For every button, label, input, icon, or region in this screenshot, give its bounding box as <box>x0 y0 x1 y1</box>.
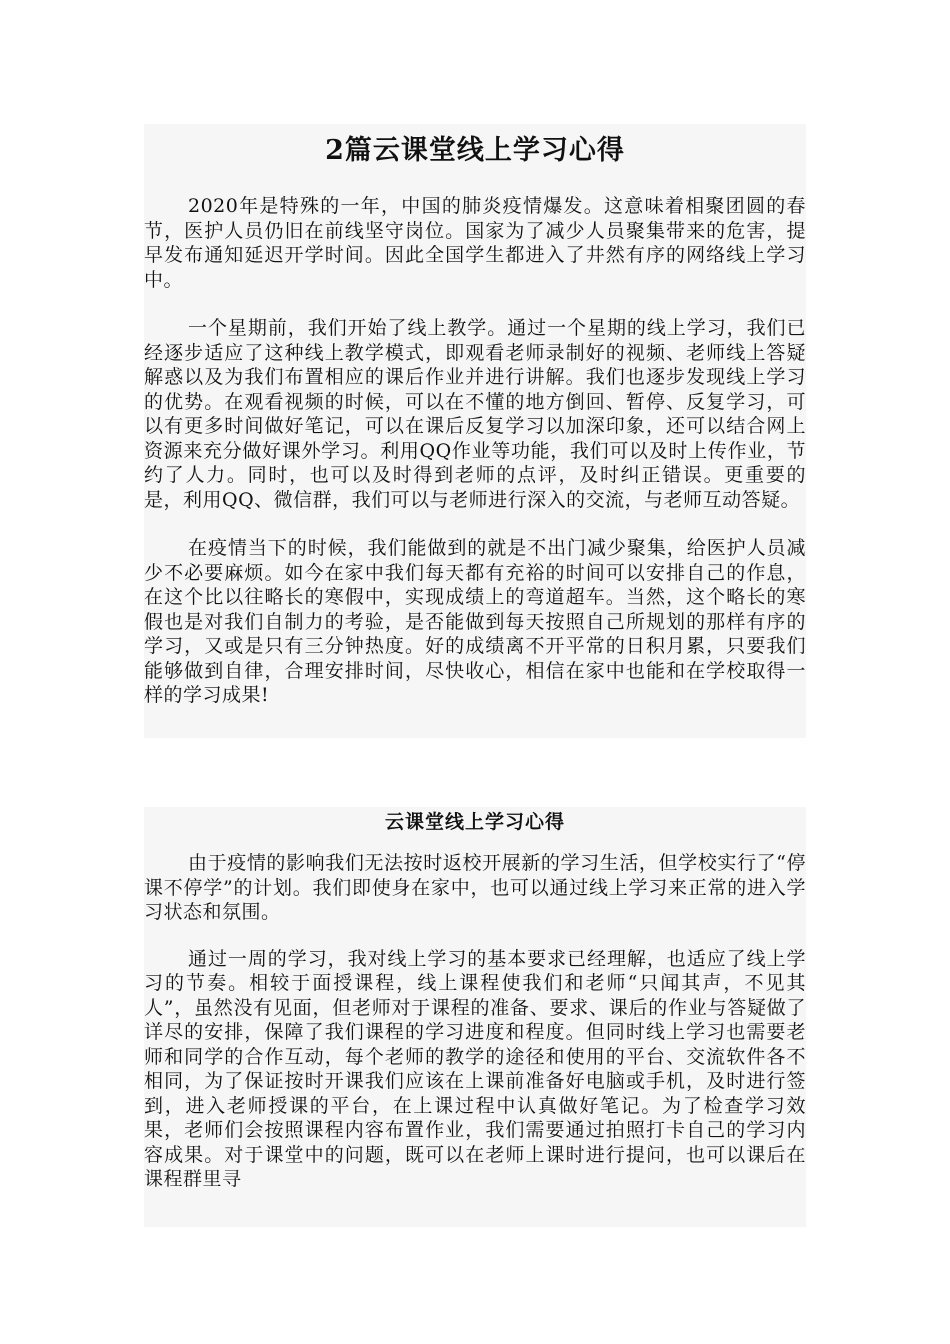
article-2 <box>144 807 806 1227</box>
article-2-body <box>144 837 806 1192</box>
article-1-title: 2篇云课堂线上学习心得 <box>325 135 625 166</box>
article-1 <box>144 124 806 738</box>
article-1-body <box>144 178 806 708</box>
article-1-paragraph-3: 在疫情当下的时候，我们能做到的就是不出门减少聚集，给医护人员减少不必要麻烦。如今在家中我们每天都有充裕的时间可以安排自己的作息，在这个比以往略长的寒假中，实现成绩上的弯道超车。当然，这个略长的寒假也是对我们自制力的考验，是否能做到每天按照自己所规划的那样有序的学习，又或是只有三分钟热度。好的成绩离不开平常的日积月累，只要我们能够做到自律，合理安排时间，尽快收心，相信在家中也能和在学校取得一样的学习成果! <box>144 537 806 706</box>
article-2-title: 云课堂线上学习心得 <box>384 811 565 833</box>
article-1-paragraph-1: 2020年是特殊的一年，中国的肺炎疫情爆发。这意味着相聚团圆的春节，医护人员仍旧在前线坚守岗位。国家为了减少人员聚集带来的危害，提早发布通知延迟开学时间。因此全国学生都进入了井然有序的网络线上学习中。 <box>144 195 806 291</box>
article-2-paragraph-2: 通过一周的学习，我对线上学习的基本要求已经理解，也适应了线上学习的节奏。相较于面授课程，线上课程使我们和老师“只闻其声，不见其人”，虽然没有见面，但老师对于课程的准备、要求、课后的作业与答疑做了详尽的安排，保障了我们课程的学习进度和程度。但同时线上学习也需要老师和同学的合作互动，每个老师的教学的途径和使用的平台、交流软件各不相同，为了保证按时开课我们应该在上课前准备好电脑或手机，及时进行签到，进入老师授课的平台，在上课过程中认真做好笔记。为了检查学习效果，老师们会按照课程内容布置作业，我们需要通过拍照打卡自己的学习内容成果。对于课堂中的问题，既可以在老师上课时进行提问，也可以课后在课程群里寻 <box>144 947 806 1190</box>
article-1-paragraph-2: 一个星期前，我们开始了线上教学。通过一个星期的线上学习，我们已经逐步适应了这种线上教学模式，即观看老师录制好的视频、老师线上答疑解惑以及为我们布置相应的课后作业并进行讲解。我们也逐步发现线上学习的优势。在观看视频的时候，可以在不懂的地方倒回、暂停、反复学习，可以有更多时间做好笔记，可以在课后反复学习以加深印象，还可以结合网上资源来充分做好课外学习。利用QQ作业等功能，我们可以及时上传作业，节约了人力。同时，也可以及时得到老师的点评，及时纠正错误。更重要的是，利用QQ、微信群，我们可以与老师进行深入的交流，与老师互动答疑。 <box>144 317 806 511</box>
article-2-paragraph-1: 由于疫情的影响我们无法按时返校开展新的学习生活，但学校实行了“停课不停学”的计划。我们即使身在家中，也可以通过线上学习来正常的进入学习状态和氛围。 <box>144 852 806 923</box>
